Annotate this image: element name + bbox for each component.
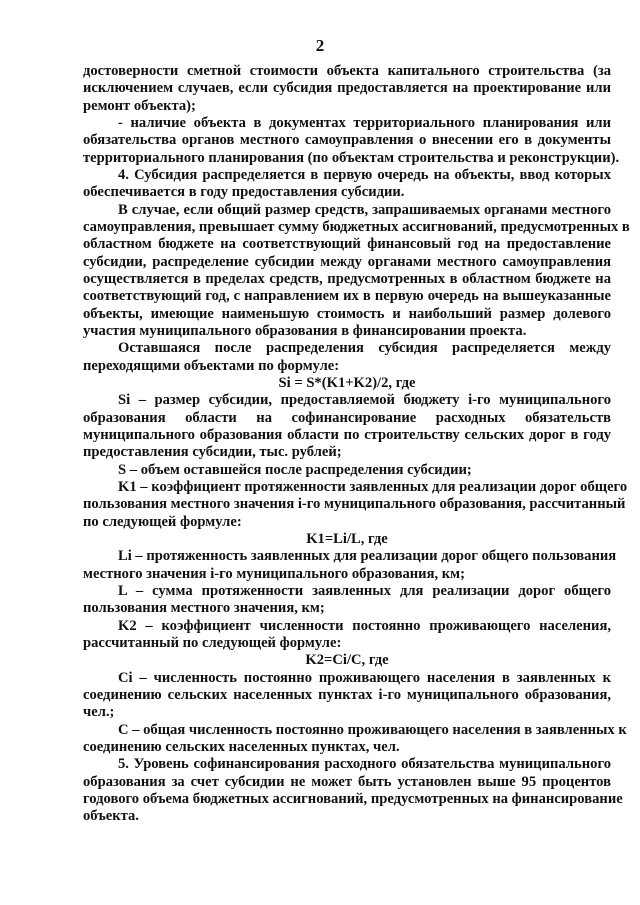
text-line: самоуправления, превышает сумму бюджетных ассигнований, предусмотренных в xyxy=(83,219,630,235)
text-line: C – общая численность постоянно проживающего населения в заявленных к xyxy=(118,721,627,738)
text-line: по следующей формуле: xyxy=(83,513,242,530)
text-line: объекты, имеющие наименьшую стоимость и наибольший размер долевого xyxy=(83,305,611,322)
text-line: соединению сельских населенных пунктах, чел. xyxy=(83,738,400,755)
text-line: образования за счет субсидии не может быть установлен выше 95 процентов xyxy=(83,773,611,790)
text-line: S – объем оставшейся после распределения субсидии; xyxy=(118,461,472,478)
text-line: - наличие объекта в документах территориального планирования или xyxy=(118,115,611,131)
formula-line: K1=Li/L, где xyxy=(306,530,388,547)
text-line: территориального планирования (по объектам строительства и реконструкции). xyxy=(83,149,620,166)
text-line: 4. Субсидия распределяется в первую очередь на объекты, ввод которых xyxy=(118,167,611,183)
text-line: Si – размер субсидии, предоставляемой бюджету i-го муниципального xyxy=(118,392,611,409)
text-line: L – сумма протяженности заявленных для реализации дорог общего xyxy=(118,582,611,599)
text-line: ремонт объекта); xyxy=(83,97,196,114)
text-line: достоверности сметной стоимости объекта капитального строительства (за xyxy=(83,63,611,79)
text-line: объекта. xyxy=(83,808,139,825)
text-line: 5. Уровень софинансирования расходного обязательства муниципального xyxy=(118,756,611,773)
text-line: годового объема бюджетных ассигнований, предусмотренных на финансирование xyxy=(83,790,623,807)
text-line: соответствующий год, с направлением их в первую очередь на вышеуказанные xyxy=(83,288,611,305)
text-line: Li – протяженность заявленных для реализации дорог общего пользования xyxy=(118,548,617,565)
text-line: переходящими объектами по формуле: xyxy=(83,357,340,374)
text-line: участия муниципального образования в финансировании проекта. xyxy=(83,322,527,339)
text-line: обеспечивается в году предоставления субсидии. xyxy=(83,184,405,201)
text-line: муниципального образования области по строительству сельских дорог в году xyxy=(83,426,611,443)
text-line: субсидии, распределение субсидии между органами местного самоуправления xyxy=(83,253,611,270)
text-line: исключением случаев, если субсидия предоставляется на проектирование или xyxy=(83,80,611,97)
text-line: рассчитанный по следующей формуле: xyxy=(83,634,342,651)
text-line: соединению сельских населенных пунктах i-го муниципального образования, xyxy=(83,686,611,703)
text-line: Оставшаяся после распределения субсидия распределяется между xyxy=(118,340,611,357)
formula-line: K2=Ci/C, где xyxy=(305,652,389,669)
text-line: образования области на софинансирование расходных обязательств xyxy=(83,409,611,426)
text-line: Ci – численность постоянно проживающего населения в заявленных к xyxy=(118,669,611,686)
text-line: пользования местного значения i-го муниципального образования, рассчитанный xyxy=(83,496,626,513)
text-line: чел.; xyxy=(83,704,115,721)
text-line: областном бюджете на соответствующий финансовый год на предоставление xyxy=(83,236,611,253)
text-line: осуществляется в пределах средств, предусмотренных в областном бюджете на xyxy=(83,271,611,287)
text-line: обязательства органов местного самоуправления о внесении его в документы xyxy=(83,132,611,149)
formula-line: Si = S*(K1+K2)/2, где xyxy=(278,374,416,391)
text-line: K1 – коэффициент протяженности заявленных для реализации дорог общего xyxy=(118,478,628,495)
text-line: пользования местного значения, км; xyxy=(83,600,325,617)
page-number: 2 xyxy=(315,36,325,55)
text-line: K2 – коэффициент численности постоянно проживающего населения, xyxy=(118,617,611,634)
text-line: В случае, если общий размер средств, запрашиваемых органами местного xyxy=(118,201,611,218)
text-line: предоставления субсидии, тыс. рублей; xyxy=(83,444,342,461)
text-line: местного значения i-го муниципального образования, км; xyxy=(83,565,465,582)
